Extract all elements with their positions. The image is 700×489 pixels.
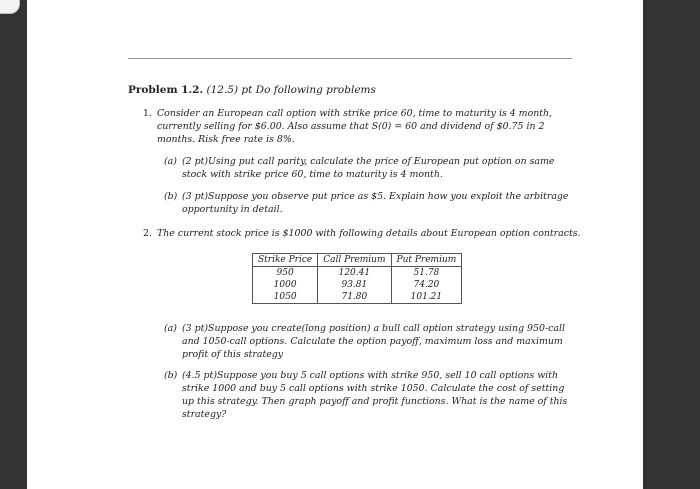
item-1-line-2: currently selling for $6.00. Also assume that S(0) = 60 and dividend of $0.75 in 2: [157, 121, 545, 132]
item-1b-line-2: opportunity in detail.: [182, 204, 283, 215]
table-header-put: Put Premium: [391, 254, 462, 267]
table-cell: 120.41: [318, 267, 391, 280]
table-header-call: Call Premium: [318, 254, 391, 267]
problem-points: (12.5): [206, 84, 239, 96]
table-cell: 1000: [253, 279, 318, 291]
table-cell: 93.81: [318, 279, 391, 291]
table-row: [253, 291, 462, 304]
item-1a-line-1: (2 pt)Using put call parity, calculate the price of European put option on same: [182, 156, 555, 167]
item-2b-line-1: (4.5 pt)Suppose you buy 5 call options with strike 950, sell 10 call options with: [182, 370, 559, 381]
problem-heading: [128, 84, 376, 96]
item-1a-label: (a): [164, 156, 177, 167]
table-header-strike: Strike Price: [253, 254, 318, 267]
item-1b-label: (b): [164, 191, 178, 202]
table-row: [253, 267, 462, 280]
header-rule: [128, 58, 572, 59]
right-dark-margin: [643, 0, 700, 489]
table-cell: 950: [253, 267, 318, 280]
table-cell: 71.80: [318, 291, 391, 304]
table-cell: 1050: [253, 291, 318, 304]
item-2-line-1: The current stock price is $1000 with following details about European option contracts.: [157, 228, 581, 239]
item-2b-line-3: up this strategy. Then graph payoff and profit functions. What is the name of this: [182, 396, 568, 407]
item-2b-line-4: strategy?: [182, 409, 227, 420]
option-premium-table: [252, 253, 462, 304]
item-1-line-1: Consider an European call option with strike price 60, time to maturity is 4 month,: [157, 108, 553, 119]
item-1-number: 1.: [143, 108, 152, 119]
item-1a-line-2: stock with strike price 60, time to maturity is 4 month.: [182, 169, 443, 180]
item-1b-line-1: (3 pt)Suppose you observe put price as $5. Explain how you exploit the arbitrage: [182, 191, 569, 202]
table-cell: 101.21: [391, 291, 462, 304]
item-2a-line-1: (3 pt)Suppose you create(long position) a bull call option strategy using 950-call: [182, 323, 565, 334]
left-dark-margin: [0, 0, 27, 489]
table-cell: 74.20: [391, 279, 462, 291]
item-2-number: 2.: [143, 228, 152, 239]
problem-instruction: pt Do following problems: [241, 84, 376, 96]
document-page: [27, 14, 643, 489]
table-cell: 51.78: [391, 267, 462, 280]
item-2a-line-3: profit of this strategy: [182, 349, 284, 360]
item-2b-line-2: strike 1000 and buy 5 call options with strike 1050. Calculate the cost of setting: [182, 383, 565, 394]
top-strip: [27, 0, 643, 14]
item-2b-label: (b): [164, 370, 178, 381]
item-2a-line-2: and 1050-call options. Calculate the option payoff, maximum loss and maximum: [182, 336, 563, 347]
item-2a-label: (a): [164, 323, 177, 334]
problem-label: Problem 1.2.: [128, 84, 204, 96]
table-row: [253, 279, 462, 291]
item-1-line-3: months. Risk free rate is 8%.: [157, 134, 295, 145]
